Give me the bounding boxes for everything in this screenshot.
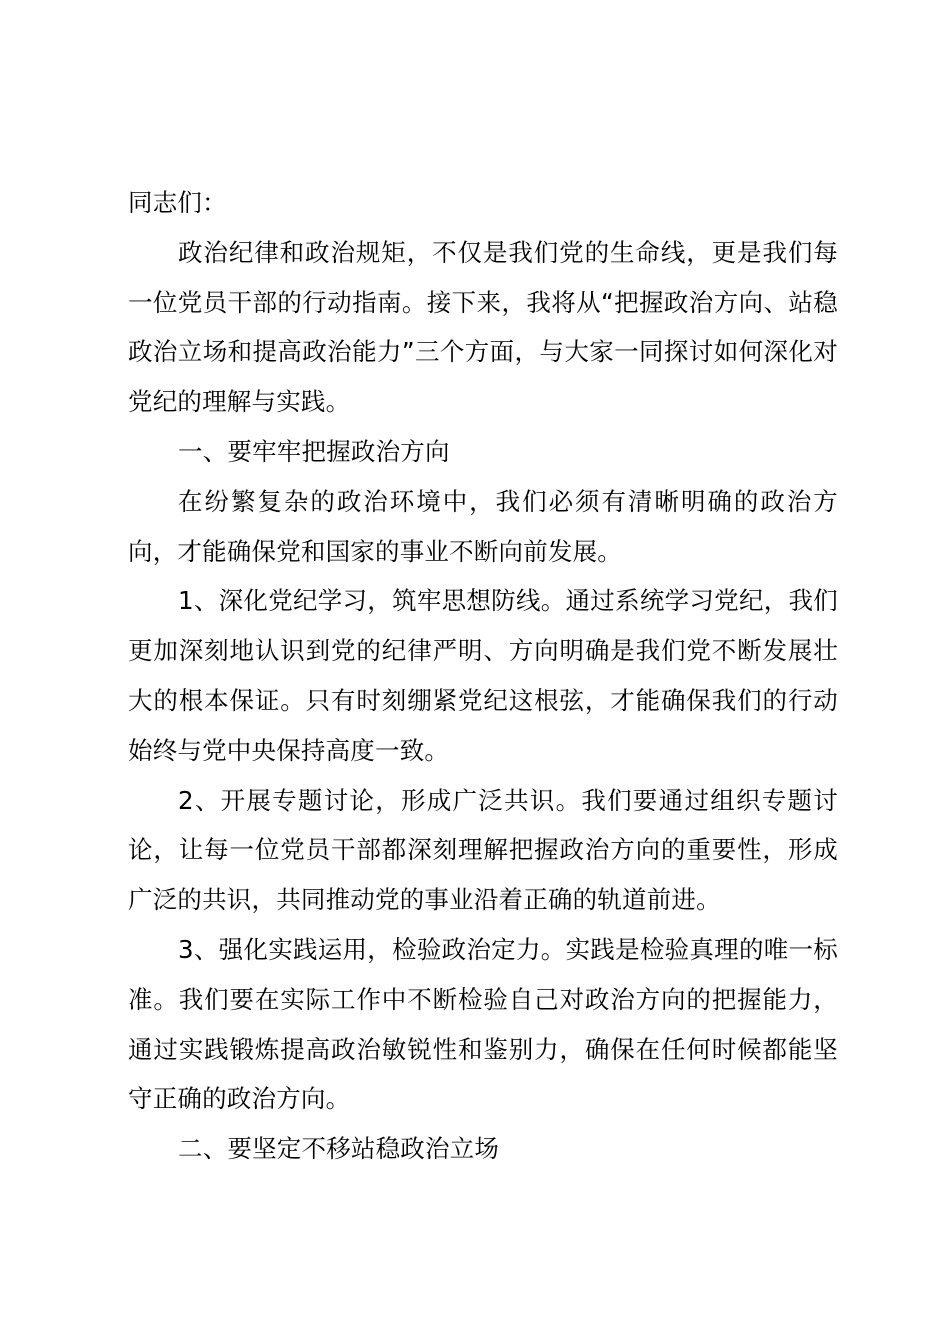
paragraph-section-1-intro: 在纷繁复杂的政治环境中，我们必须有清晰明确的政治方向，才能确保党和国家的事业不断向前发展。: [128, 486, 838, 566]
paragraph-item-3: 3、强化实践运用，检验政治定力。实践是检验真理的唯一标准。我们要在实际工作中不断检验自己对政治方向的把握能力，通过实践锻炼提高政治敏锐性和鉴别力，确保在任何时候都能坚守正确的政治方向。: [128, 934, 838, 1114]
document-body: [128, 178, 838, 1174]
paragraph-item-2: 2、开展专题讨论，形成广泛共识。我们要通过组织专题讨论，让每一位党员干部都深刻理解把握政治方向的重要性，形成广泛的共识，共同推动党的事业沿着正确的轨道前进。: [128, 785, 838, 915]
salutation: 同志们：: [128, 188, 227, 217]
paragraph-intro: 政治纪律和政治规矩，不仅是我们党的生命线，更是我们每一位党员干部的行动指南。接下来，我将从“把握政治方向、站稳政治立场和提高政治能力”三个方面，与大家一同探讨如何深化对党纪的理解与实践。: [128, 237, 838, 417]
paragraph-item-1: 1、深化党纪学习，筑牢思想防线。通过系统学习党纪，我们更加深刻地认识到党的纪律严明、方向明确是我们党不断发展壮大的根本保证。只有时刻绷紧党纪这根弦，才能确保我们的行动始终与党中央保持高度一致。: [128, 586, 838, 765]
section-heading-1: 一、要牢牢把握政治方向: [178, 436, 450, 466]
section-heading-2: 二、要坚定不移站稳政治立场: [178, 1134, 500, 1164]
